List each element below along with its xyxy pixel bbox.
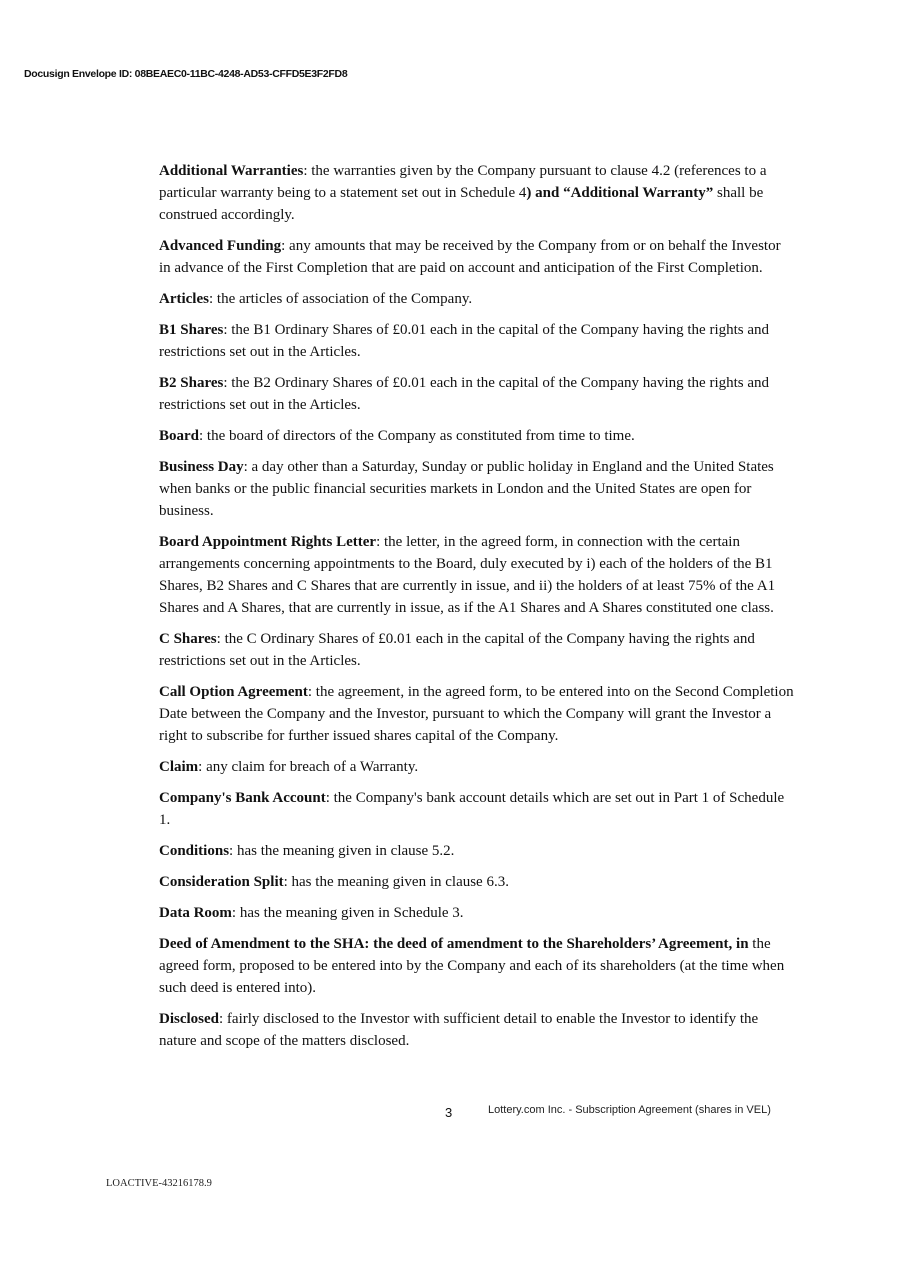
definition-term: Call Option Agreement xyxy=(159,684,308,700)
definition-term: Board xyxy=(159,428,200,444)
definition-term: C Shares xyxy=(159,631,217,647)
definition-consideration-split xyxy=(159,871,795,893)
definition-text: : any claim for breach of a Warranty. xyxy=(198,759,419,775)
definition-board-appointment-rights-letter xyxy=(159,531,795,619)
definition-bold-text: : the deed of amendment to the Shareholders’ Agreement, in xyxy=(364,936,749,952)
definition-text: : the Company's bank account details which are set out in Part 1 of Schedule 1. xyxy=(159,790,785,828)
definition-call-option-agreement xyxy=(159,681,795,747)
definition-text: : the articles of association of the Company. xyxy=(208,291,473,307)
definition-claim xyxy=(159,756,795,778)
definition-term: Data Room xyxy=(159,905,232,921)
definition-text: : fairly disclosed to the Investor with sufficient detail to enable the Investor to identify the nature and scope of the matters disclosed. xyxy=(159,1011,759,1049)
definition-text-continued: shall be construed accordingly. xyxy=(159,185,764,223)
definition-b2-shares xyxy=(159,372,795,416)
definition-disclosed xyxy=(159,1008,795,1052)
definition-text: : any amounts that may be received by the Company from or on behalf the Investor in advance of the First Completion that are paid on account and anticipation of the First Completion. xyxy=(159,238,781,276)
definitions-list xyxy=(159,160,795,1061)
definition-articles xyxy=(159,288,795,310)
definition-deed-of-amendment xyxy=(159,933,795,999)
definition-term: Articles xyxy=(159,291,209,307)
definition-advanced-funding xyxy=(159,235,795,279)
definition-text-continued: the agreed form, proposed to be entered into by the Company and each of its shareholders (at the time when such deed is entered into). xyxy=(159,936,785,996)
definition-text: : the warranties given by the Company pursuant to clause 4.2 (references to a particular warranty being to a statement set out in Schedule 4 xyxy=(159,163,767,201)
definition-term: B2 Shares xyxy=(159,375,224,391)
definition-term: Conditions xyxy=(159,843,230,859)
docusign-envelope-id: Docusign Envelope ID: 08BEAEC0-11BC-4248-AD53-CFFD5E3F2FD8 xyxy=(24,68,348,80)
definition-text: : the B1 Ordinary Shares of £0.01 each in the capital of the Company having the rights and restrictions set out in the Articles. xyxy=(159,322,770,360)
definition-term: Disclosed xyxy=(159,1011,219,1027)
definition-additional-warranties xyxy=(159,160,795,226)
definition-text: : has the meaning given in clause 6.3. xyxy=(283,874,509,890)
page-number: 3 xyxy=(445,1105,453,1120)
definition-text: : the agreement, in the agreed form, to be entered into on the Second Completion Date between the Company and the Investor, pursuant to which the Company will grant the Investor a right to subscribe for further issued shares capital of the Company. xyxy=(159,684,794,744)
document-reference-id: LOACTIVE-43216178.9 xyxy=(106,1178,212,1189)
definition-company-bank-account xyxy=(159,787,795,831)
definition-term: Deed of Amendment to the SHA xyxy=(159,936,365,952)
definition-term: B1 Shares xyxy=(159,322,224,338)
footer-document-title: Lottery.com Inc. - Subscription Agreement (shares in VEL) xyxy=(488,1104,771,1116)
definition-business-day xyxy=(159,456,795,522)
definition-data-room xyxy=(159,902,795,924)
definition-term: Advanced Funding xyxy=(159,238,282,254)
definition-text: : has the meaning given in clause 5.2. xyxy=(229,843,455,859)
definition-term: Additional Warranties xyxy=(159,163,304,179)
definition-bold-text: ) and “Additional Warranty” xyxy=(526,185,714,201)
definition-c-shares xyxy=(159,628,795,672)
definition-term: Board Appointment Rights Letter xyxy=(159,534,377,550)
definition-term: Business Day xyxy=(159,459,244,475)
definition-text: : the C Ordinary Shares of £0.01 each in the capital of the Company having the rights and restrictions set out in the Articles. xyxy=(159,631,755,669)
definition-board xyxy=(159,425,795,447)
definition-text: : has the meaning given in Schedule 3. xyxy=(231,905,464,921)
definition-b1-shares xyxy=(159,319,795,363)
definition-term: Company's Bank Account xyxy=(159,790,326,806)
definition-text: : the letter, in the agreed form, in connection with the certain arrangements concerning appointments to the Board, duly executed by i) each of the holders of the B1 Shares, B2 Shares and C Shares that are currently in issue, and ii) the holders of at least 75% of the A1 Shares and A Shares, that are currently in issue, as if the A1 Shares and A Shares constituted one class. xyxy=(159,534,776,616)
definition-text: : a day other than a Saturday, Sunday or public holiday in England and the United States when banks or the public financial securities markets in London and the United States are open for business. xyxy=(159,459,774,519)
definition-term: Consideration Split xyxy=(159,874,284,890)
definition-term: Claim xyxy=(159,759,199,775)
definition-text: : the board of directors of the Company as constituted from time to time. xyxy=(199,428,635,444)
definition-text: : the B2 Ordinary Shares of £0.01 each in the capital of the Company having the rights and restrictions set out in the Articles. xyxy=(159,375,770,413)
definition-conditions xyxy=(159,840,795,862)
